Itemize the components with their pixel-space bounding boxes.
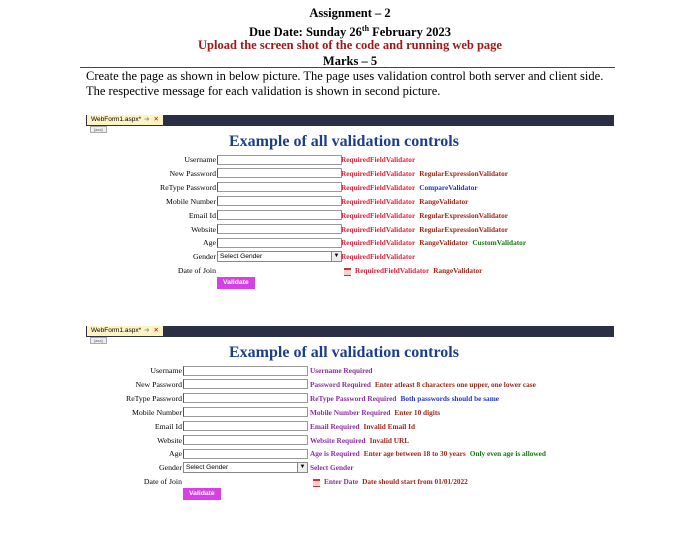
validator-message: Select Gender: [310, 463, 354, 473]
validator-message: Enter age between 18 to 30 years: [363, 449, 466, 459]
gender-select[interactable]: [217, 251, 342, 262]
gender-select[interactable]: [183, 462, 308, 473]
validator-message: Password Required: [310, 379, 371, 389]
input-age[interactable]: [217, 238, 342, 248]
validator-message: Invalid URL: [369, 435, 410, 445]
gender-select-value: Select Gender: [186, 464, 229, 472]
marks: Marks – 5: [322, 54, 378, 68]
validator-message: Enter 10 digits: [394, 407, 441, 417]
validator-messages-website: [341, 223, 512, 236]
validator-message: RequiredFieldValidator: [341, 155, 416, 164]
validator-message: RegularExpressionValidator: [419, 210, 508, 220]
label-date-of-join: Date of Join: [143, 477, 182, 487]
validator-message: Both passwords should be same: [400, 393, 500, 403]
pin-icon[interactable]: ➔: [144, 116, 150, 123]
validator-message: CustomValidator: [472, 238, 527, 248]
label-new-password: New Password: [135, 379, 182, 389]
validator-messages-website: [310, 434, 413, 447]
due-date-suffix: February 2023: [369, 25, 451, 40]
validator-message: Enter Date: [324, 477, 359, 487]
input-website[interactable]: [183, 435, 308, 445]
label-age: Age: [169, 449, 182, 459]
document-tab[interactable]: [87, 115, 163, 125]
validator-messages-retype-password: [341, 181, 482, 194]
validator-message: RequiredFieldValidator: [341, 224, 416, 234]
label-email-id: Email Id: [188, 210, 216, 220]
input-retype-password[interactable]: [217, 182, 342, 192]
validator-messages-age: [341, 236, 530, 249]
validator-message: RequiredFieldValidator: [341, 196, 416, 206]
validator-message: ReType Password Required: [310, 393, 397, 403]
validator-message: RegularExpressionValidator: [419, 168, 508, 178]
validator-messages-email-id: [341, 209, 512, 222]
calendar-icon[interactable]: [313, 479, 320, 487]
chevron-down-icon[interactable]: ▼: [331, 252, 341, 261]
label-mobile-number: Mobile Number: [131, 407, 182, 417]
input-email-id[interactable]: [183, 421, 308, 431]
validator-messages-gender: [310, 461, 358, 474]
validator-message: RequiredFieldValidator: [341, 238, 416, 248]
validator-messages-new-password: [341, 167, 512, 180]
label-username: Username: [184, 155, 216, 164]
input-age[interactable]: [183, 449, 308, 459]
input-email-id[interactable]: [217, 210, 342, 220]
validate-button[interactable]: Validate: [217, 277, 255, 289]
validator-message: RangeValidator: [433, 266, 483, 276]
label-email-id: Email Id: [154, 421, 182, 431]
design-subtab[interactable]: [asa]: [90, 126, 107, 133]
input-username[interactable]: [183, 366, 308, 376]
validator-message: RequiredFieldValidator: [341, 182, 416, 192]
input-website[interactable]: [217, 224, 342, 234]
design-subtab[interactable]: [asa]: [90, 337, 107, 344]
chevron-down-icon[interactable]: ▼: [297, 463, 307, 472]
validator-message: RegularExpressionValidator: [419, 224, 508, 234]
label-website: Website: [157, 435, 182, 445]
screenshot-validation-messages: [86, 326, 614, 506]
header-divider: [80, 67, 615, 68]
validator-messages-date-of-join: [313, 475, 472, 488]
label-new-password: New Password: [169, 168, 216, 178]
validator-message: RequiredFieldValidator: [355, 266, 430, 276]
validator-message: Age is Required: [310, 449, 360, 459]
form-title: Example of all validation controls: [229, 344, 459, 361]
validator-messages-gender: [341, 250, 419, 263]
assignment-title: Assignment – 2: [309, 6, 391, 20]
input-new-password[interactable]: [217, 168, 342, 178]
validator-message: Only even age is allowed: [469, 449, 546, 459]
validator-message: RequiredFieldValidator: [341, 252, 416, 262]
label-gender: Gender: [193, 252, 216, 262]
editor-tab-bar: [86, 326, 614, 337]
label-retype-password: ReType Password: [126, 393, 182, 403]
validator-message: Email Required: [310, 421, 360, 431]
validate-button[interactable]: Validate: [183, 488, 221, 500]
validator-message: Invalid Email Id: [363, 421, 416, 431]
validator-messages-username: [310, 364, 377, 377]
validator-messages-age: [310, 447, 550, 460]
upload-instruction: Upload the screen shot of the code and running web page: [198, 38, 502, 52]
close-icon[interactable]: ✕: [153, 327, 159, 334]
input-retype-password[interactable]: [183, 393, 308, 403]
validator-messages-retype-password: [310, 392, 503, 405]
input-new-password[interactable]: [183, 379, 308, 389]
label-date-of-join: Date of Join: [177, 266, 216, 276]
input-username[interactable]: [217, 155, 342, 165]
editor-tab-bar: [86, 115, 614, 126]
label-website: Website: [191, 224, 216, 234]
validator-message: Enter atleast 8 characters one upper, one lower case: [374, 379, 536, 389]
validator-message: CompareValidator: [419, 182, 478, 192]
validator-message: Website Required: [310, 435, 366, 445]
validator-message: Username Required: [310, 366, 373, 375]
document-tab-label: WebForm1.aspx*: [91, 327, 142, 334]
label-username: Username: [150, 366, 182, 375]
calendar-icon[interactable]: [344, 268, 351, 276]
input-mobile-number[interactable]: [183, 407, 308, 417]
input-mobile-number[interactable]: [217, 196, 342, 206]
due-date-prefix: Due Date: Sunday 26: [249, 25, 362, 40]
validator-messages-mobile-number: [341, 195, 472, 208]
validator-messages-new-password: [310, 378, 540, 391]
validator-messages-mobile-number: [310, 406, 444, 419]
validator-messages-email-id: [310, 420, 419, 433]
label-mobile-number: Mobile Number: [165, 196, 216, 206]
validator-message: Date should start from 01/01/2022: [362, 477, 468, 487]
form-title: Example of all validation controls: [229, 133, 459, 150]
validator-messages-date-of-join: [344, 264, 486, 277]
validator-message: RequiredFieldValidator: [341, 210, 416, 220]
label-retype-password: ReType Password: [160, 182, 216, 192]
pin-icon[interactable]: ➔: [144, 327, 150, 334]
due-date-ordinal: th: [361, 24, 370, 33]
label-age: Age: [203, 238, 216, 248]
label-gender: Gender: [159, 463, 182, 473]
validator-message: Mobile Number Required: [310, 407, 391, 417]
validator-message: RequiredFieldValidator: [341, 168, 416, 178]
gender-select-value: Select Gender: [220, 253, 263, 261]
close-icon[interactable]: ✕: [153, 116, 159, 123]
validator-message: RangeValidator: [419, 196, 469, 206]
document-tab[interactable]: [87, 326, 163, 336]
screenshot-validation-controls: [86, 115, 614, 295]
validator-message: RangeValidator: [419, 238, 469, 248]
document-tab-label: WebForm1.aspx*: [91, 116, 142, 123]
instructions-paragraph: Create the page as shown in below picture. The page uses validation control both server and client side. The respective message for each validation is shown in second picture.: [86, 69, 604, 98]
validator-messages-username: [341, 153, 419, 166]
